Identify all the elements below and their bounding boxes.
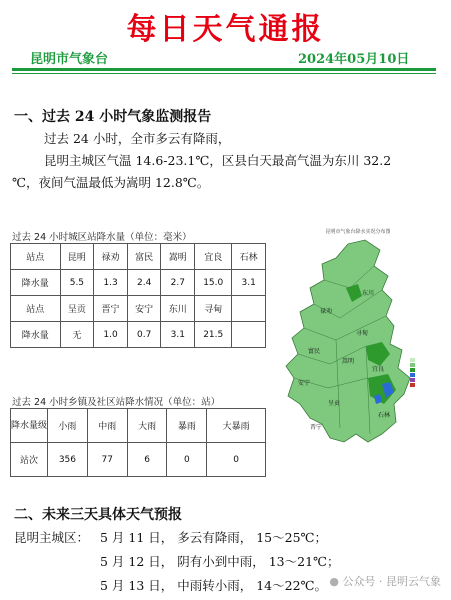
table-cell: 356 — [48, 443, 88, 477]
map-label: 寻甸 — [356, 330, 369, 337]
table-cell: 0 — [167, 443, 207, 477]
table-cell: 昆明 — [60, 244, 94, 270]
section1-para1: 过去 24 小时，全市多云有降雨， — [44, 131, 231, 146]
table-row — [11, 322, 266, 348]
section2-heading: 二、未来三天具体天气预报 — [14, 507, 182, 523]
table-cell: 暴雨 — [167, 409, 207, 443]
map-label: 安宁 — [298, 380, 311, 387]
table-cell: 5.5 — [60, 270, 94, 296]
table1-caption: 过去 24 小时城区站降水量（单位：毫米） — [12, 232, 192, 243]
table-cell: 小雨 — [48, 409, 88, 443]
precip-map — [270, 228, 446, 460]
table-cell: 嵩明 — [161, 244, 195, 270]
table-cell: 站点 — [11, 296, 61, 322]
wechat-icon: ● — [329, 575, 339, 588]
table-cell: 寻甸 — [195, 296, 232, 322]
table-cell: 大暴雨 — [207, 409, 266, 443]
issue-date: 2024年05月10日 — [298, 52, 410, 67]
table-cell: 安宁 — [127, 296, 161, 322]
table-cell: 呈贡 — [60, 296, 94, 322]
page-title: 每日天气通报 — [126, 12, 325, 47]
map-title: 昆明市气象台降水实况分布图 — [325, 229, 391, 235]
table-cell: 东川 — [161, 296, 195, 322]
table-cell: 站次 — [11, 443, 48, 477]
table-cell — [232, 296, 266, 322]
table2-caption: 过去 24 小时乡镇及社区站降水情况（单位：站） — [12, 397, 221, 408]
map-land — [286, 240, 410, 442]
table-cell: 降水量 — [11, 270, 61, 296]
forecast-day3: 5 月 13 日， 中雨转小雨， 14～22℃。 — [100, 578, 328, 593]
map-label: 晋宁 — [310, 424, 323, 431]
table-row — [11, 270, 266, 296]
precip-table-city — [10, 243, 266, 348]
table-cell: 1.0 — [94, 322, 128, 348]
map-label: 禄劝 — [320, 308, 333, 315]
table-cell: 大雨 — [127, 409, 167, 443]
section1-para3: ℃，夜间气温最低为嵩明 12.8℃。 — [12, 175, 210, 190]
table-row — [11, 296, 266, 322]
map-legend — [410, 358, 415, 387]
table-row — [11, 244, 266, 270]
table-cell — [232, 322, 266, 348]
map-svg — [270, 228, 446, 460]
table-cell: 15.0 — [195, 270, 232, 296]
section1-para2: 昆明主城区气温 14.6-23.1℃，区县白天最高气温为东川 32.2 — [44, 153, 392, 168]
map-label: 东川 — [362, 290, 375, 297]
map-label: 富民 — [308, 348, 321, 355]
table-cell: 降水量 — [11, 322, 61, 348]
header-rule-thin — [12, 73, 436, 74]
table-cell: 2.4 — [127, 270, 161, 296]
table-cell: 宜良 — [195, 244, 232, 270]
table-cell: 3.1 — [232, 270, 266, 296]
table-cell: 石林 — [232, 244, 266, 270]
table-cell: 77 — [87, 443, 127, 477]
table-cell: 0.7 — [127, 322, 161, 348]
table-cell: 站点 — [11, 244, 61, 270]
issuer: 昆明市气象台 — [30, 52, 109, 67]
table-cell: 禄劝 — [94, 244, 128, 270]
forecast-day1: 5 月 11 日， 多云有降雨， 15～25℃； — [100, 530, 328, 545]
table-cell: 0 — [207, 443, 266, 477]
map-label: 呈贡 — [328, 400, 341, 407]
table-row — [11, 443, 266, 477]
table-cell: 2.7 — [161, 270, 195, 296]
map-label: 石林 — [378, 412, 391, 419]
forecast-day2: 5 月 12 日， 阴有小到中雨， 13～21℃； — [100, 554, 340, 569]
section1-heading: 一、过去 24 小时气象监测报告 — [14, 109, 212, 125]
table-cell: 3.1 — [161, 322, 195, 348]
table-cell: 中雨 — [87, 409, 127, 443]
table-cell: 21.5 — [195, 322, 232, 348]
forecast-label: 昆明主城区： — [14, 530, 90, 545]
table-row — [11, 409, 266, 443]
table-cell: 降水量级 — [11, 409, 48, 443]
table-cell: 晋宁 — [94, 296, 128, 322]
map-label: 嵩明 — [342, 358, 355, 365]
header-rule — [12, 68, 436, 71]
table-cell: 富民 — [127, 244, 161, 270]
watermark: ● 公众号 · 昆明云气象 — [329, 575, 441, 588]
precip-table-towns — [10, 408, 266, 477]
table-cell: 无 — [60, 322, 94, 348]
table-cell: 1.3 — [94, 270, 128, 296]
map-label: 宜良 — [372, 366, 385, 373]
table-cell: 6 — [127, 443, 167, 477]
